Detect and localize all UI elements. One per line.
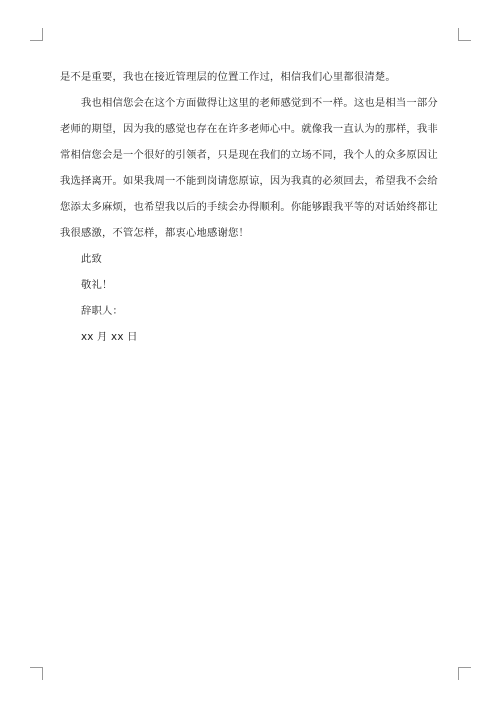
signature-label: 辞职人： (81, 305, 123, 317)
document-body (60, 64, 440, 350)
crop-mark-bottom-left (30, 667, 43, 680)
crop-mark-top-left (30, 28, 43, 41)
paragraph-main: 我也相信您会在这个方面做得让这里的老师感觉到不一样。这也是相当一部分老师的期望，因为我的感觉也存在在许多老师心中。就像我一直认为的那样，我非常相信您会是一个很好的引领者，只是现在我们的立场不同，我个人的众多原因让我选择离开。如果我周一不能到岗请您原谅，因为我真的必须回去，希望我不会给您添太多麻烦，也希望我以后的手续会办得顺利。你能够跟我平等的对话始终都让我很感激，不管怎样，都衷心地感谢您！ (60, 97, 438, 239)
crop-mark-bottom-right (458, 667, 471, 680)
crop-mark-top-right (458, 28, 471, 41)
signature-date: xx 月 xx 日 (81, 331, 138, 343)
closing-salutation: 此致 (81, 253, 102, 265)
closing-regards: 敬礼！ (81, 279, 113, 291)
paragraph-continuation: 是不是重要，我也在接近管理层的位置工作过，相信我们心里都很清楚。 (60, 71, 396, 83)
